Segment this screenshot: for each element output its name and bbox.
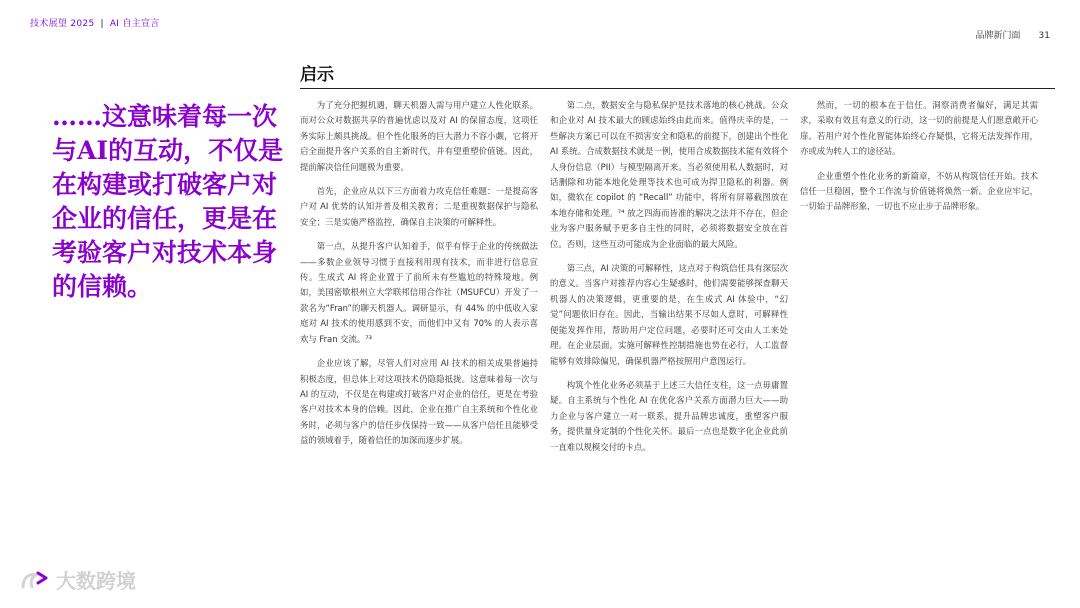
report-header — [30, 16, 160, 29]
paragraph: 然而，一切的根本在于信任。洞察消费者偏好，满足其需求，采取有效且有意义的行动，这一切的前提是人们愿意敞开心扉。若用户对个性化智能体始终心存疑惧，它将无法发挥作用，亦或成为转人工的途径站。 — [800, 100, 1038, 157]
header-separator: | — [100, 19, 104, 29]
text-column-3 — [800, 98, 1038, 224]
paragraph: 第三点，AI 决策的可解释性，这点对于构筑信任具有深层次的意义。当客户对推荐内容心生疑惑时，他们需要能够探查聊天机器人的决策逻辑，更重要的是，在生成式 AI 体验中，“幻觉”问题依旧存在。因此，当输出结果不尽如人意时，可解释性便能发挥作用，帮助用户定位问题，必要时还可交由人工来处理。在企业层面，实施可解释性控制措施也势在必行，人工监督能够有效排除偏见，确保机器严格按照用户意图运行。 — [550, 263, 788, 366]
section-header — [976, 28, 1050, 41]
paragraph: 企业应该了解，尽管人们对应用 AI 技术的相关成果普遍持积极态度，但总体上对这项技术仍隐隐抵拢。这意味着每一次与 AI 的互动，不仅是在构建或打破客户对企业的信任，更是在考验客户对技术本身的信赖。因此，企业在推广自主系统和个性化业务时，必须与客户的信任步伐保持一致——从客户信任且能够受益的领域着手，随着信任的加深而逐步扩展。 — [300, 358, 538, 446]
title-divider — [300, 88, 1055, 89]
paragraph: 为了充分把握机遇，聊天机器人需与用户建立人性化联系。而对公众对数据共享的普遍忧虑以及对 AI 的保留态度，这项任务实际上颇具挑战。但个性化服务的巨大潜力不容小觑，它将开启全面提升客户关系的自主新时代，并有望重塑价值链。因此，提前解决信任问题极为重要。 — [300, 100, 538, 172]
section-name: 品牌新门面 — [975, 31, 1021, 41]
watermark-logo — [20, 565, 136, 594]
pull-quote: ……这意味着每一次与AI的互动，不仅是在构建或打破客户对企业的信任，更是在考验客户对技术本身的信赖。 — [52, 102, 284, 301]
text-column-2 — [550, 98, 788, 464]
watermark-text: 大数跨境 — [56, 569, 136, 593]
paragraph: 构筑个性化业务必须基于上述三大信任支柱，这一点毋庸置疑。自主系统与个性化 AI 在优化客户关系方面潜力巨大——助力企业与客户建立一对一联系，提升品牌忠诚度，重塑客户服务，提供量身定制的个性化关怀。最后一点也是数字化企业此前一直难以规模交付的卡点。 — [550, 379, 788, 452]
report-name: 技术展望 2025 — [30, 19, 95, 29]
watermark-icon — [20, 569, 52, 591]
report-subtitle: AI 自主宣言 — [109, 19, 160, 29]
page-number: 31 — [1038, 31, 1050, 41]
paragraph: 第一点，从提升客户认知着手，似乎有悖于企业的传统做法——多数企业领导习惯于直接利用现有技术，而非进行信息宣传。生成式 AI 将企业置于了前所未有些尴尬的特殊境地。例如，美国密歇根州立大学联邦信用合作社（MSUFCU）开发了一款名为“Fran”的聊天机器人。调研显示，有 44% 的中低收入家庭对 AI 技术的使用感到不安，而他们中又有 70% 的人表示喜欢与 Fran 交流。⁷³ — [300, 241, 538, 344]
paragraph: 第二点，数据安全与隐私保护是技术落地的核心挑战。公众和企业对 AI 技术最大的顾虑始终由此而来。值得庆幸的是，一些解决方案已可以在不损害安全和隐私的前提下，创建出个性化 AI 系统。合成数据技术就是一例，使用合成数据技术能有效将个人身份信息（PII）与模型隔离开来。当必须使用私人数据时，对话删除和功能本地化处理等技术也可成为捍卫隐私的利器。例如，微软在 copilot 的 “Recall” 功能中，将所有屏幕截图放在本地存储和处理。⁷⁴ 放之四海而皆准的解决之法并不存在，但企业为客户服务赋予更多自主性的同时，必须将数据安全放在首位。否则，这些互动可能成为企业面临的最大风险。 — [550, 100, 788, 249]
section-title: 启示 — [300, 65, 334, 85]
text-column-1 — [300, 98, 538, 458]
paragraph: 企业重塑个性化业务的新篇章，不妨从构筑信任开始。技术信任一旦稳固，整个工作流与价值链将焕然一新。企业应牢记，一切始于品牌形象，一切也不应止步于品牌形象。 — [800, 170, 1038, 212]
paragraph: 首先，企业应从以下三方面着力攻克信任难题：一是提高客户对 AI 优势的认知并普及相关教育；二是重视数据保护与隐私安全；三是实施严格监控，确保自主决策的可解释性。 — [300, 186, 538, 227]
